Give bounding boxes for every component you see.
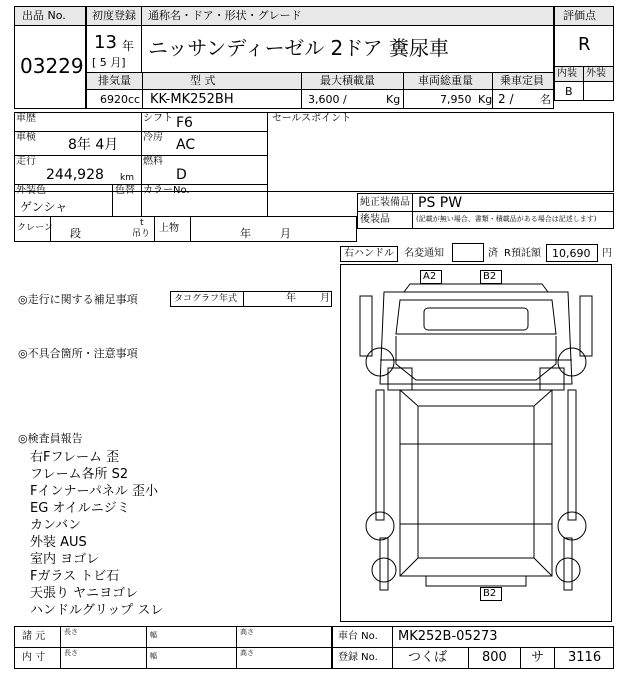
sales-point-box	[267, 112, 614, 192]
supplement-label: ◎走行に関する補足事項	[18, 293, 138, 306]
inspector-note: 天張り ヤニヨゴレ	[30, 586, 139, 601]
plate-divider	[520, 647, 521, 669]
shift-value: F6	[176, 115, 193, 131]
plate-label: 登録 No.	[338, 652, 378, 663]
tacho-divider	[243, 291, 244, 307]
grade-value: R	[578, 34, 591, 55]
recycle-label: 済	[488, 248, 498, 259]
inspector-note: 室内 ヨゴレ	[30, 552, 100, 567]
chassis-value: MK252B-05273	[398, 629, 498, 644]
right-mirror	[580, 296, 592, 356]
recycle-deposit-label: R預託額	[504, 248, 541, 259]
model-label: 型 式	[190, 74, 216, 87]
upper-month: 月	[280, 227, 291, 240]
ac-value: AC	[176, 137, 196, 153]
inspection-value: 8年 4月	[68, 137, 119, 153]
cargo-top-rear	[400, 558, 552, 576]
name-label: 通称名・ドア・形状・グレード	[148, 9, 302, 22]
year-unit: 年	[122, 39, 135, 53]
width-label-2: 幅	[150, 652, 157, 660]
crane-stage: 段	[70, 227, 81, 240]
spec-divider	[403, 72, 404, 109]
displacement-value: 6920	[100, 93, 128, 106]
right-side-rail	[568, 390, 576, 520]
defects-label: ◎不具合箇所・注意事項	[18, 347, 138, 360]
history-label: 車歴	[16, 113, 36, 124]
mark-b2-bottom: B2	[483, 588, 497, 599]
displacement-label: 排気量	[98, 74, 131, 87]
color-no-label: 色替	[115, 185, 135, 196]
std-equip-label: 純正装備品	[360, 197, 410, 208]
plate-kana: サ	[531, 650, 545, 665]
right-hand-label: 右ハンドル	[344, 248, 394, 259]
displacement-unit: cc	[128, 93, 141, 106]
fuel-label: 燃料	[143, 156, 163, 167]
mileage-unit: km	[120, 173, 134, 183]
dims-label: 諸 元	[22, 631, 46, 642]
rear-right-wheel-2	[556, 558, 580, 582]
spec-divider	[301, 72, 302, 109]
inspector-note: フレーム各所 S2	[30, 467, 129, 482]
inspector-note: 外装 AUS	[30, 535, 87, 550]
max-load-unit: Kg	[386, 93, 401, 106]
dims-divider	[146, 626, 147, 669]
max-load-label: 最大積載量	[320, 74, 375, 87]
interior-dims-label: 内 寸	[22, 652, 46, 663]
cab-body	[396, 336, 556, 380]
crane-label: クレーン	[17, 223, 53, 233]
capacity-unit: 名	[540, 93, 551, 106]
rear-left-wheel	[366, 512, 394, 540]
crane-row	[14, 216, 357, 242]
color-code-label: カラーNo.	[143, 185, 190, 196]
rear-left-wheel-2	[372, 558, 396, 582]
dims-divider	[60, 626, 61, 669]
lot-label: 出品 No.	[22, 9, 66, 22]
inspector-label: ◎検査員報告	[18, 432, 83, 445]
tacho-label: タコグラフ年式	[174, 294, 238, 304]
height-label-2: 高さ	[240, 649, 254, 657]
crane-t: t	[140, 218, 144, 228]
exterior-label: 外装	[586, 68, 606, 79]
inspector-notes	[30, 446, 163, 616]
front-left-wheel	[366, 348, 394, 376]
capacity-value: 2 /	[498, 92, 514, 106]
mileage-value: 244,928	[46, 167, 104, 183]
length-label: 長さ	[64, 628, 78, 636]
sales-point-label: セールスポイント	[272, 113, 352, 124]
upper-label: 上物	[159, 223, 179, 234]
inspector-note: Fガラス トビ石	[30, 569, 120, 584]
info-col-line	[141, 112, 142, 192]
mileage-label: 走行	[16, 156, 36, 167]
inspector-note: 右Fフレーム 歪	[30, 450, 120, 465]
aftermarket-note: (記載が無い場合、書類・積載品がある場合は記述します)	[416, 215, 597, 223]
cab-roof	[404, 284, 548, 292]
cargo-top	[418, 406, 534, 558]
shift-label: シフト	[143, 113, 173, 124]
grade-label: 評価点	[563, 9, 596, 22]
recycle-unit: 円	[602, 248, 612, 259]
first-reg-month: [ 5 月]	[92, 56, 126, 69]
max-load-value: 3,600 /	[308, 93, 347, 106]
first-reg-label: 初度登録	[92, 9, 136, 22]
aftermarket-label: 後装品	[360, 214, 390, 225]
name-change-label: 名変通知	[404, 248, 444, 259]
interior-label: 内装	[557, 68, 577, 79]
front-right-wheel	[558, 348, 586, 376]
plate-divider	[392, 626, 393, 669]
cab-outline	[380, 292, 572, 384]
gross-weight-value: 7,950	[440, 93, 472, 106]
exterior-value-cell	[583, 81, 614, 101]
capacity-label: 乗車定員	[500, 74, 544, 87]
length-label-2: 長さ	[64, 649, 78, 657]
interior-dims-row	[14, 647, 332, 669]
cargo-top-front	[400, 390, 552, 406]
left-door	[388, 368, 412, 390]
crane-divider	[154, 216, 155, 242]
upper-year: 年	[240, 227, 251, 240]
inspector-note: EG オイルニジミ	[30, 501, 130, 516]
inspector-note: ハンドルグリップ スレ	[30, 603, 164, 618]
tacho-month: 月	[320, 293, 330, 304]
height-label: 高さ	[240, 628, 254, 636]
mark-a2: A2	[423, 271, 437, 282]
mark-b2-top: B2	[483, 271, 497, 282]
right-door	[540, 368, 564, 390]
gross-weight-unit: Kg	[478, 93, 493, 106]
rear-right-wheel	[558, 512, 586, 540]
dims-row	[14, 626, 332, 648]
chassis-label: 車台 No.	[338, 631, 378, 642]
crane-suri: 吊り	[132, 229, 151, 239]
crane-divider	[190, 216, 191, 242]
name-change-box	[452, 243, 484, 262]
color-divider	[112, 184, 113, 217]
plate-divider	[468, 647, 469, 669]
left-mirror	[360, 296, 372, 356]
dash-panel	[424, 308, 528, 330]
cargo-body	[400, 390, 552, 576]
plate-region: つくば	[408, 650, 448, 665]
equipment-line	[357, 211, 614, 212]
dims-divider	[236, 626, 237, 669]
first-reg-year: 13	[94, 32, 117, 53]
color-divider	[141, 184, 142, 217]
vehicle-name: ニッサンディーゼル 2ドア 糞尿車	[148, 36, 450, 60]
left-side-rail	[376, 390, 384, 520]
fuel-value: D	[176, 167, 187, 183]
windshield	[396, 300, 556, 334]
truck-diagram	[340, 264, 612, 622]
std-equip-value: PS PW	[418, 195, 463, 211]
inspection-label: 車検	[16, 132, 36, 143]
plate-class: 800	[482, 650, 507, 665]
plate-number: 3116	[568, 650, 602, 665]
equipment-divider	[412, 193, 413, 229]
tacho-year: 年	[286, 293, 296, 304]
plate-divider	[554, 647, 555, 669]
recycle-deposit-value: 10,690	[552, 247, 591, 260]
spec-divider	[142, 72, 143, 109]
interior-value: B	[565, 85, 573, 98]
gross-weight-label: 車両総重量	[418, 74, 473, 87]
ext-color-value: ゲンシャ	[20, 200, 68, 214]
ac-label: 冷房	[143, 132, 163, 143]
ext-color-label: 外装色	[16, 185, 46, 196]
width-label: 幅	[150, 631, 157, 639]
model-value: KK-MK252BH	[150, 92, 234, 107]
inspector-note: カンバン	[30, 518, 82, 533]
lot-number: 03229	[20, 54, 84, 78]
tailgate	[426, 576, 526, 586]
inspector-note: Fインナーパネル 歪小	[30, 484, 158, 499]
